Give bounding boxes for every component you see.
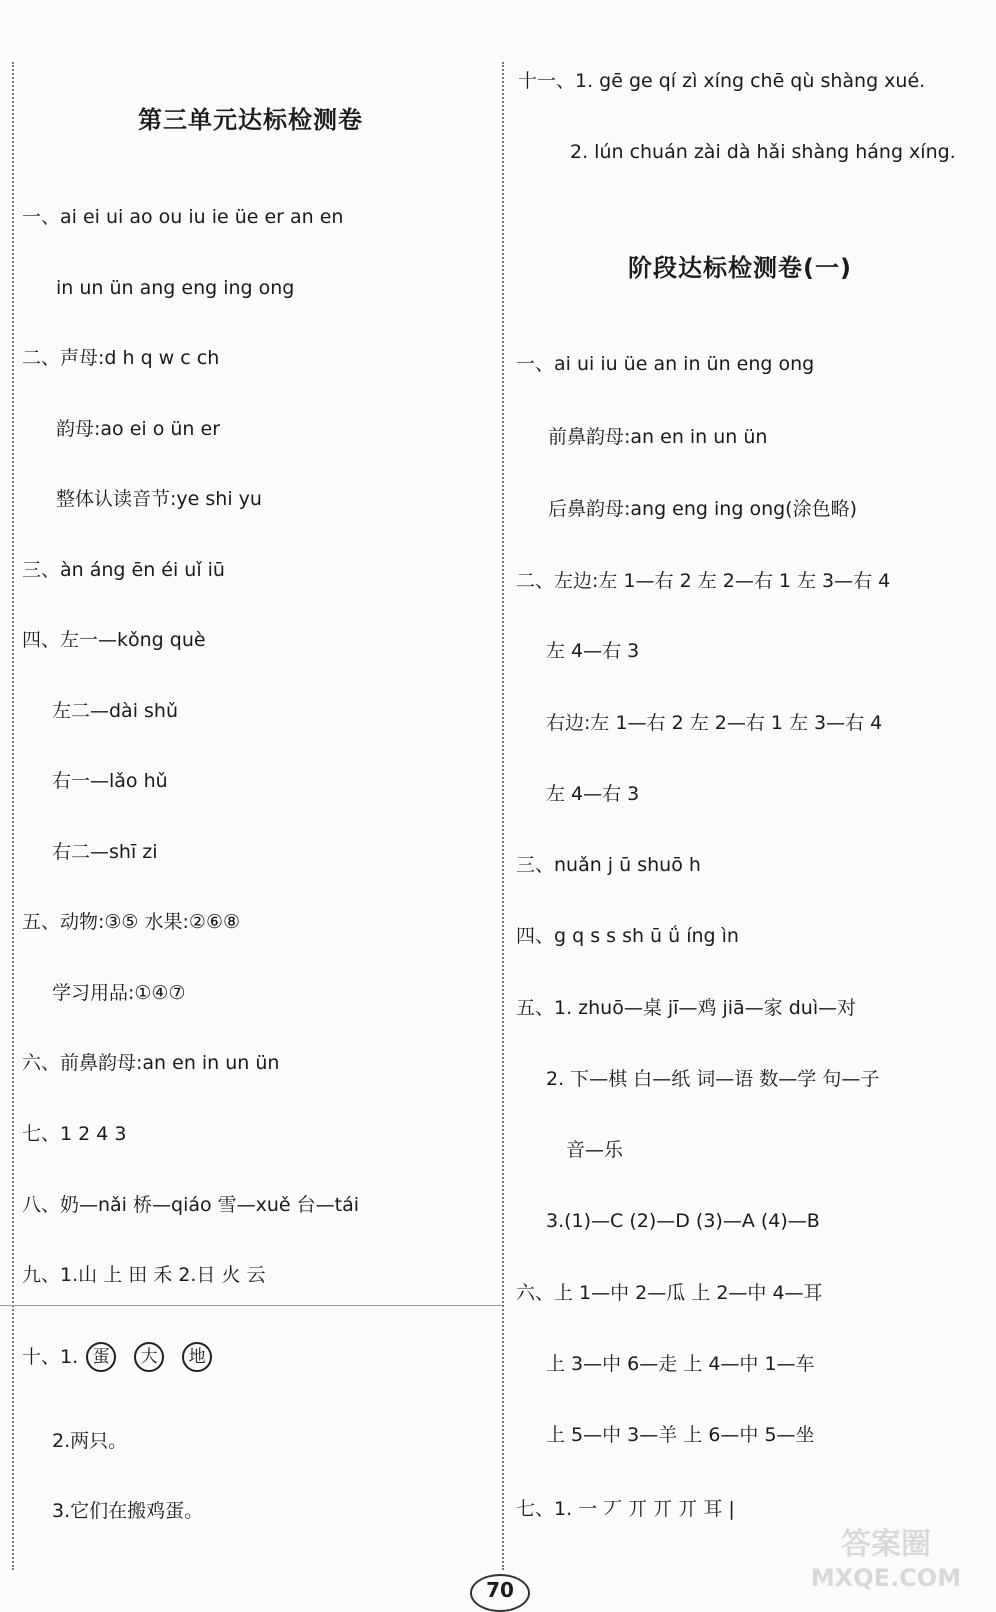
- left-line-14: 七、1 2 4 3: [22, 1123, 127, 1145]
- page-number: 70: [470, 1574, 530, 1612]
- watermark-logo: [796, 1520, 976, 1594]
- column-divider: [502, 62, 504, 1570]
- left-line-12: 学习用品:①④⑦: [52, 982, 186, 1004]
- right-line-7: 左 4—右 3: [546, 783, 640, 805]
- left-line-16: 九、1.山 上 田 禾 2.日 火 云: [22, 1264, 266, 1286]
- circled-char-1: 蛋: [86, 1342, 116, 1372]
- right-line-16: 上 5—中 3—羊 上 6—中 5—坐: [546, 1424, 815, 1446]
- right-line-13: 3.(1)—C (2)—D (3)—A (4)—B: [546, 1210, 820, 1232]
- left-line-15: 八、奶—nǎi 桥—qiáo 雪—xuě 台—tái: [22, 1194, 360, 1216]
- left-line-10: 右二—shī zi: [52, 841, 158, 863]
- right-line-9: 四、g q s s sh ū ǘ íng ìn: [516, 925, 739, 947]
- right-line-2: 前鼻韵母:an en in un ün: [548, 426, 768, 448]
- q10-prefix: 十、1.: [22, 1345, 79, 1368]
- left-line-5: 整体认读音节:ye shi yu: [56, 488, 262, 510]
- q10-circled-row: [22, 1342, 230, 1372]
- unit3-title: 第三单元达标检测卷: [138, 106, 363, 134]
- right-line-11: 2. 下—棋 白—纸 词—语 数—学 句—子: [546, 1068, 880, 1090]
- svg-text:答案圈: 答案圈: [841, 1527, 931, 1562]
- right-line-10: 五、1. zhuō—桌 jī—鸡 jiā—家 duì—对: [516, 997, 857, 1019]
- q11-line-2: 2. lún chuán zài dà hǎi shàng háng xíng.: [570, 141, 956, 163]
- right-line-6: 右边:左 1—右 2 左 2—右 1 左 3—右 4: [546, 712, 883, 734]
- q10-line-2: 2.两只。: [52, 1430, 128, 1452]
- right-line-8: 三、nuǎn j ū shuō h: [516, 854, 701, 876]
- left-horizontal-rule: [0, 1305, 502, 1306]
- right-line-14: 六、上 1—中 2—瓜 上 2—中 4—耳: [516, 1282, 823, 1304]
- right-line-17: 七、1. 一 丆 丌 丌 丌 耳 |: [516, 1498, 735, 1520]
- left-margin-divider: [12, 62, 14, 1570]
- left-line-3: 二、声母:d h q w c ch: [22, 347, 220, 369]
- right-line-1: 一、ai ui iu üe an in ün eng ong: [516, 353, 815, 375]
- right-line-15: 上 3—中 6—走 上 4—中 1—车: [546, 1353, 815, 1375]
- stage-test-title: 阶段达标检测卷(一): [628, 254, 852, 282]
- left-line-1: 一、ai ei ui ao ou iu ie üe er an en: [22, 206, 344, 228]
- svg-text:MXQE.COM: MXQE.COM: [810, 1564, 962, 1592]
- circled-char-2: 大: [134, 1342, 164, 1372]
- right-line-4: 二、左边:左 1—右 2 左 2—右 1 左 3—右 4: [516, 570, 891, 592]
- left-line-8: 左二—dài shǔ: [52, 700, 179, 722]
- left-line-6: 三、àn áng ēn éi uǐ iū: [22, 559, 225, 581]
- left-line-13: 六、前鼻韵母:an en in un ün: [22, 1052, 280, 1074]
- right-line-12: 音—乐: [566, 1139, 624, 1161]
- left-line-4: 韵母:ao ei o ün er: [56, 418, 221, 440]
- left-line-7: 四、左一—kǒng què: [22, 629, 206, 651]
- right-line-3: 后鼻韵母:ang eng ing ong(涂色略): [548, 498, 857, 520]
- left-line-9: 右一—lǎo hǔ: [52, 770, 168, 792]
- circled-char-3: 地: [182, 1342, 212, 1372]
- left-line-11: 五、动物:③⑤ 水果:②⑥⑧: [22, 911, 241, 933]
- q10-line-3: 3.它们在搬鸡蛋。: [52, 1500, 204, 1522]
- q11-line-1: 十一、1. gē ge qí zì xíng chē qù shàng xué.: [518, 70, 926, 92]
- right-line-5: 左 4—右 3: [546, 640, 640, 662]
- left-line-2: in un ün ang eng ing ong: [56, 277, 295, 299]
